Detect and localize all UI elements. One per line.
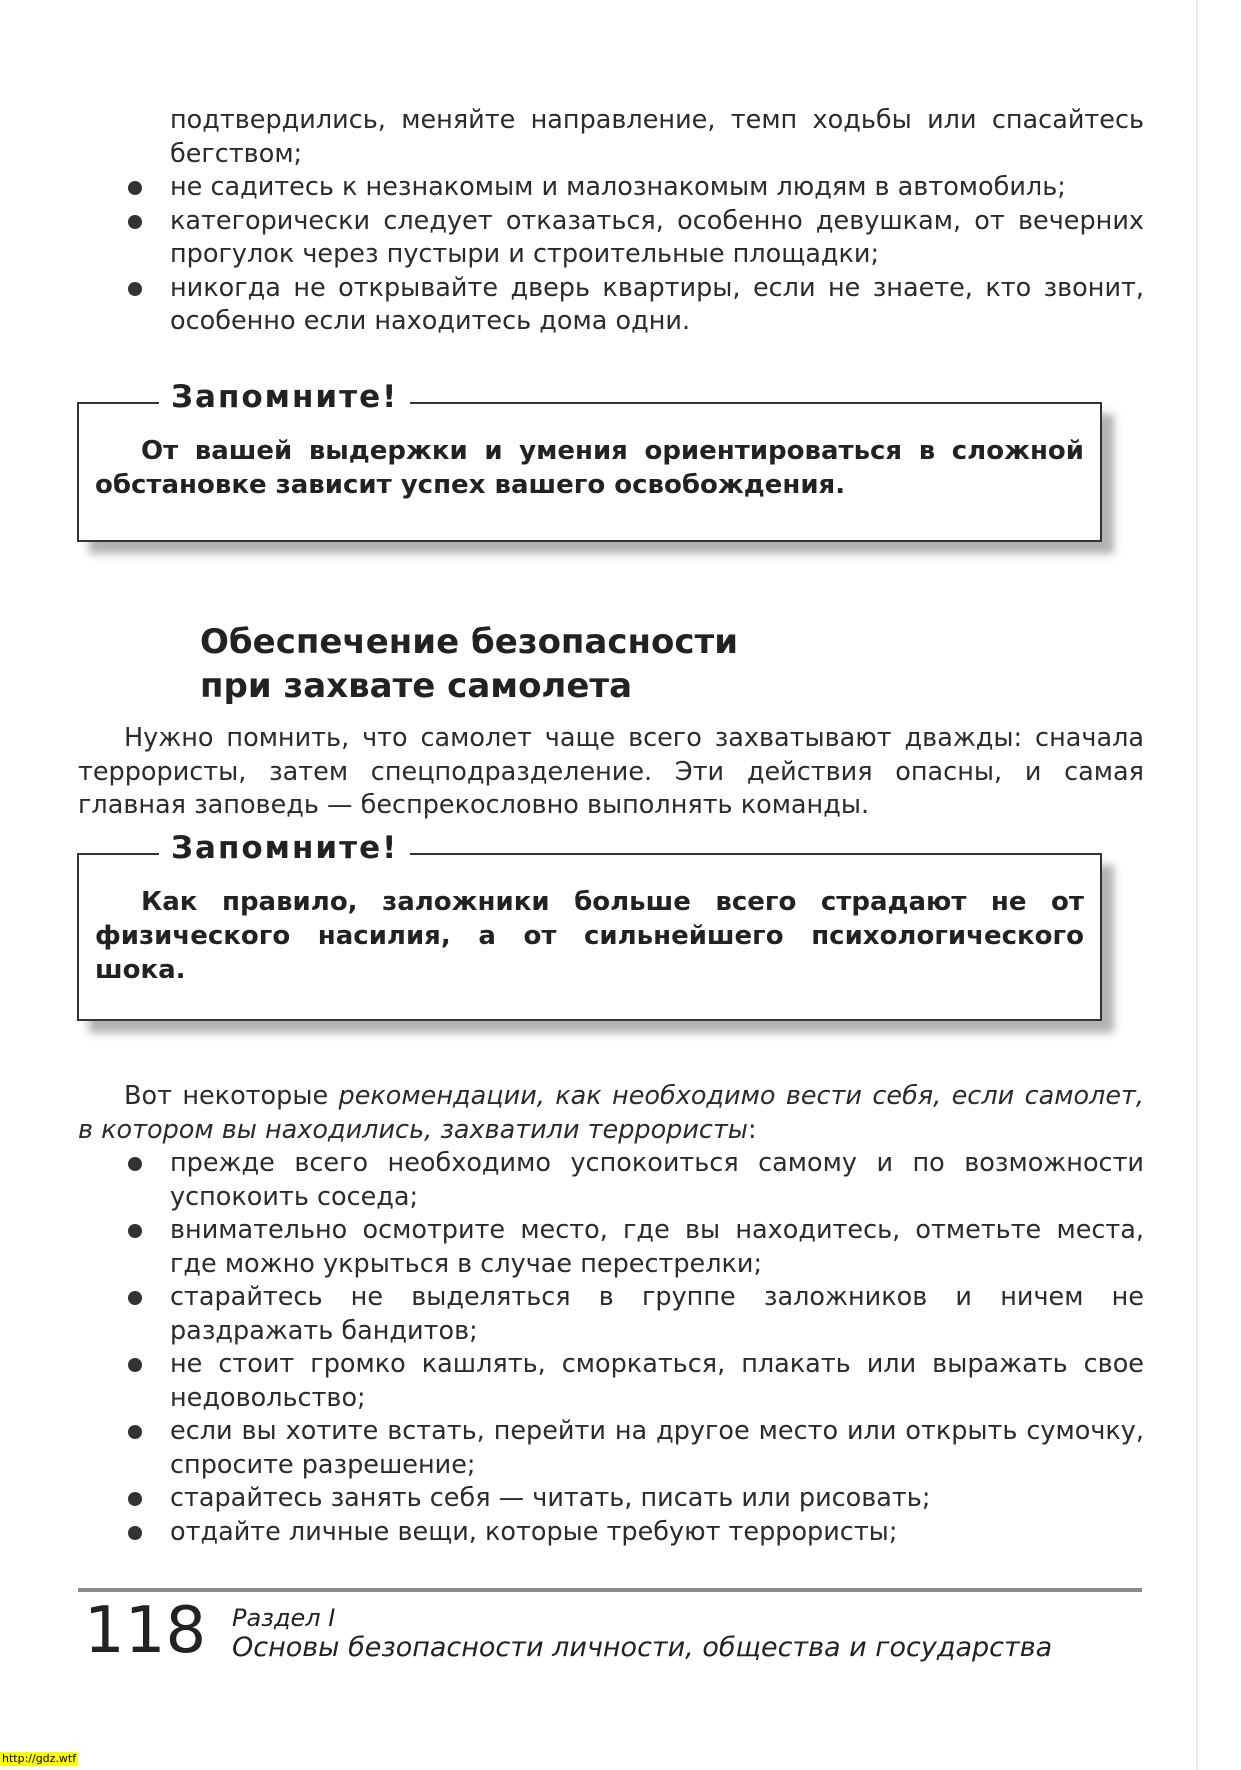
- remember-text: Как правило, заложники больше всего страдают не от физического насилия, а от сильнейшего психологического шока.: [95, 887, 1084, 985]
- list-item: не стоит громко кашлять, сморкаться, плакать или выражать свое недовольство;: [78, 1348, 1144, 1415]
- top-bullet-list: [78, 171, 1144, 339]
- remember-title: Запомните!: [159, 829, 410, 867]
- bullet-icon: [128, 1425, 142, 1439]
- list-item: прежде всего необходимо успокоиться самому и по возможности успокоить соседа;: [78, 1147, 1144, 1214]
- remember-text: От вашей выдержки и умения ориентироваться в сложной обстановке зависит успех вашего освобождения.: [95, 436, 1084, 500]
- footer-divider: [78, 1588, 1142, 1592]
- recommendations-intro: Вот некоторые рекомендации, как необходимо вести себя, если самолет, в котором вы находились, захватили террористы:: [78, 1081, 1144, 1145]
- remember-title: Запомните!: [159, 378, 410, 416]
- recommendations-block: [78, 1080, 1144, 1549]
- section-paragraph: Нужно помнить, что самолет чаще всего захватывают дважды: сначала террористы, затем спецподразделение. Эти действия опасны, и самая главная заповедь — беспрекословно выполнять команды.: [78, 723, 1144, 820]
- list-item: отдайте личные вещи, которые требуют террористы;: [78, 1516, 1144, 1550]
- footer-section-title: Основы безопасности личности, общества и государства: [232, 1632, 1053, 1663]
- page-edge: [1196, 0, 1198, 1770]
- bullet-icon: [128, 215, 142, 229]
- list-item: категорически следует отказаться, особенно девушкам, от вечерних прогулок через пустыри и строительные площадки;: [78, 205, 1144, 272]
- bullet-icon: [128, 1157, 142, 1171]
- page-number: 118: [84, 1594, 207, 1668]
- bullet-icon: [128, 1358, 142, 1372]
- continued-bullet-text: подтвердились, меняйте направление, темп ходьбы или спасайтесь бегством;: [170, 105, 1144, 169]
- footer-section-label: Раздел I: [232, 1604, 336, 1632]
- section-heading-line: при захвате самолета: [200, 666, 633, 706]
- remember-box: [77, 830, 1102, 1021]
- recommendations-list: [78, 1147, 1144, 1549]
- bullet-icon: [128, 282, 142, 296]
- bullet-icon: [128, 181, 142, 195]
- section-heading-line: Обеспечение безопасности: [200, 622, 739, 662]
- list-item: если вы хотите встать, перейти на другое место или открыть сумочку, спросите разрешение;: [78, 1415, 1144, 1482]
- list-item: внимательно осмотрите место, где вы находитесь, отметьте места, где можно укрыться в случае перестрелки;: [78, 1214, 1144, 1281]
- top-text-block: [78, 104, 1144, 339]
- list-item: старайтесь занять себя — читать, писать или рисовать;: [78, 1482, 1144, 1516]
- remember-box: [77, 379, 1102, 542]
- list-item: не садитесь к незнакомым и малознакомым людям в автомобиль;: [78, 171, 1144, 205]
- section-heading: [200, 620, 738, 708]
- watermark-link[interactable]: http://gdz.wtf: [2, 1752, 77, 1765]
- bullet-icon: [128, 1526, 142, 1540]
- bullet-icon: [128, 1291, 142, 1305]
- bullet-icon: [128, 1492, 142, 1506]
- bullet-icon: [128, 1224, 142, 1238]
- list-item: старайтесь не выделяться в группе заложников и ничем не раздражать бандитов;: [78, 1281, 1144, 1348]
- list-item: никогда не открывайте дверь квартиры, если не знаете, кто звонит, особенно если находитесь дома одни.: [78, 272, 1144, 339]
